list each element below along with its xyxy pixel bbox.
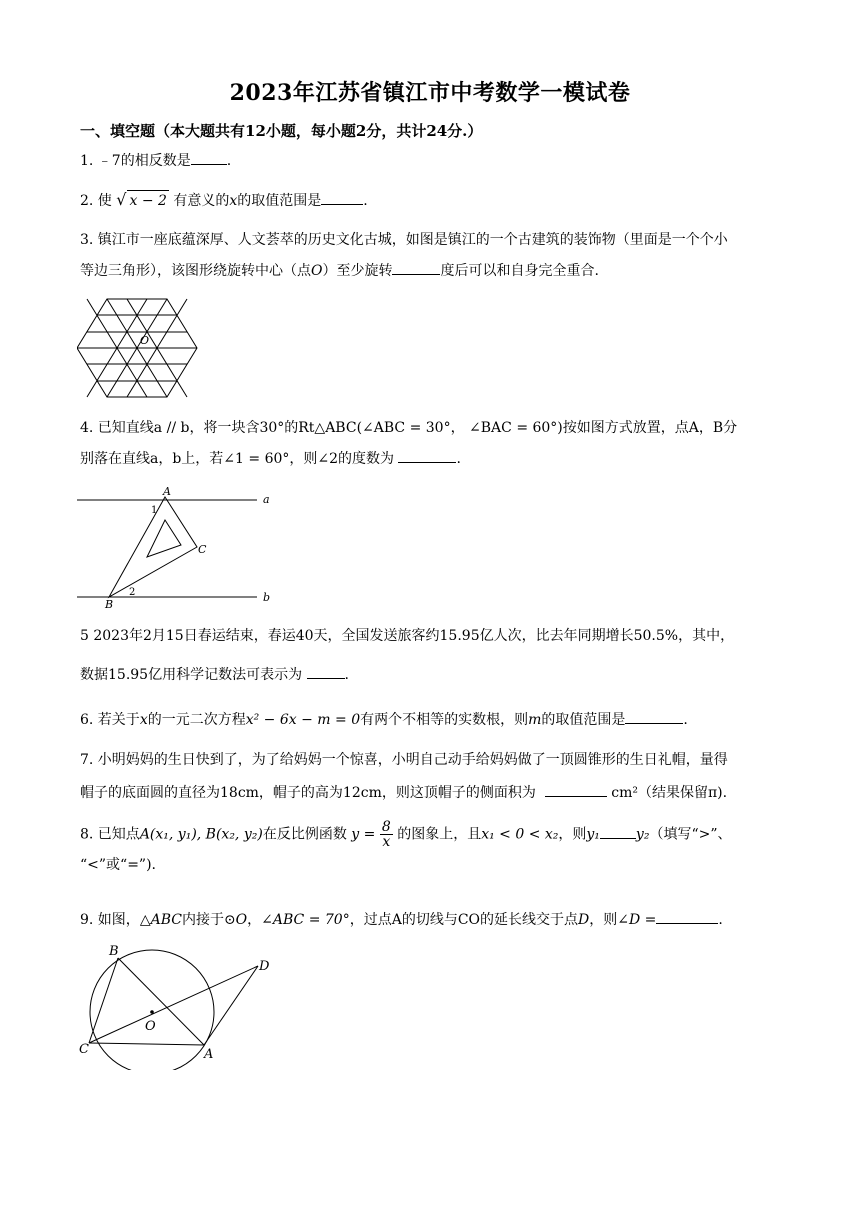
question-2: 2. 使 √ x − 2 有意义的x的取值范围是 .	[80, 190, 368, 209]
answer-blank[interactable]	[191, 150, 227, 165]
svg-text:A: A	[163, 485, 171, 498]
answer-blank[interactable]	[600, 824, 636, 839]
question-6: 6. 若关于x的一元二次方程x² − 6x − m = 0有两个不相等的实数根，则m的取值范围是 .	[80, 709, 785, 730]
section-heading: 一、填空题（本大题共有12小题，每小题2分，共计24分.）	[80, 122, 483, 140]
radicand: x − 2	[127, 190, 168, 211]
answer-blank[interactable]	[392, 260, 440, 275]
svg-text:2: 2	[129, 587, 136, 598]
svg-text:A: A	[204, 1047, 214, 1062]
svg-text:O: O	[145, 1019, 156, 1034]
svg-text:1: 1	[151, 505, 158, 516]
equation: x² − 6x − m = 0	[245, 712, 361, 728]
svg-text:C: C	[79, 1042, 89, 1057]
answer-blank[interactable]	[321, 190, 363, 205]
answer-blank[interactable]	[398, 448, 456, 463]
question-8: 8. 已知点A(x₁, y₁), B(x₂, y₂)在反比例函数 y = $\frac{8}{x}$ 的图象上，且x₁ < 0 < x₂，则y₁ y₂（填写“>”、 “<”或“=”).	[80, 819, 732, 873]
page-title: 2023年江苏省镇江市中考数学一模试卷	[229, 80, 631, 106]
question-3: 3. 镇江市一座底蕴深厚、人文荟萃的历史文化古城，如图是镇江的一个古建筑的装饰物（里面是一个个小 等边三角形），该图形绕旋转中心（点O）至少旋转 度后可以和自身完全重合.	[80, 232, 728, 279]
center-label: O	[140, 334, 150, 347]
svg-text:C: C	[198, 543, 207, 556]
svg-text:B: B	[105, 598, 114, 610]
circle-figure	[77, 940, 282, 1070]
svg-text:B: B	[109, 944, 119, 959]
svg-text:a: a	[263, 493, 270, 506]
answer-blank[interactable]	[625, 709, 683, 724]
question-4: 4. 已知直线a // b，将一块含30°的Rt△ABC(∠ABC = 30°， ∠BAC = 60°)按如图方式放置，点A，B分 别落在直线a，b上，若∠1 = 60°，则∠2的度数为 .	[80, 420, 738, 467]
svg-text:D: D	[259, 959, 270, 974]
answer-blank[interactable]	[545, 782, 607, 797]
triangle-figure	[77, 485, 277, 610]
hexagon-figure	[77, 297, 199, 399]
fraction: $\frac{8}{x}$	[381, 819, 391, 850]
svg-text:b: b	[263, 591, 271, 604]
question-1: 1. ﹣7的相反数是 .	[80, 150, 785, 171]
answer-blank[interactable]	[307, 664, 345, 679]
answer-blank[interactable]	[656, 909, 718, 924]
question-5: 5 2023年2月15日春运结束，春运40天，全国发送旅客约15.95亿人次，比去年同期增长50.5%，其中， 数据15.95亿用科学记数法可表示为 .	[80, 628, 735, 683]
question-7: 7. 小明妈妈的生日快到了，为了给妈妈一个惊喜，小明自己动手给妈妈做了一顶圆锥形的生日礼帽，量得 帽子的底面圆的直径为18cm，帽子的高为12cm，则这顶帽子的侧面积为 cm²（结果保留π).	[80, 752, 728, 801]
question-9: 9. 如图，△ABC内接于⊙O，∠ABC = 70°，过点A的切线与CO的延长线交于点D，则∠D = .	[80, 909, 785, 930]
